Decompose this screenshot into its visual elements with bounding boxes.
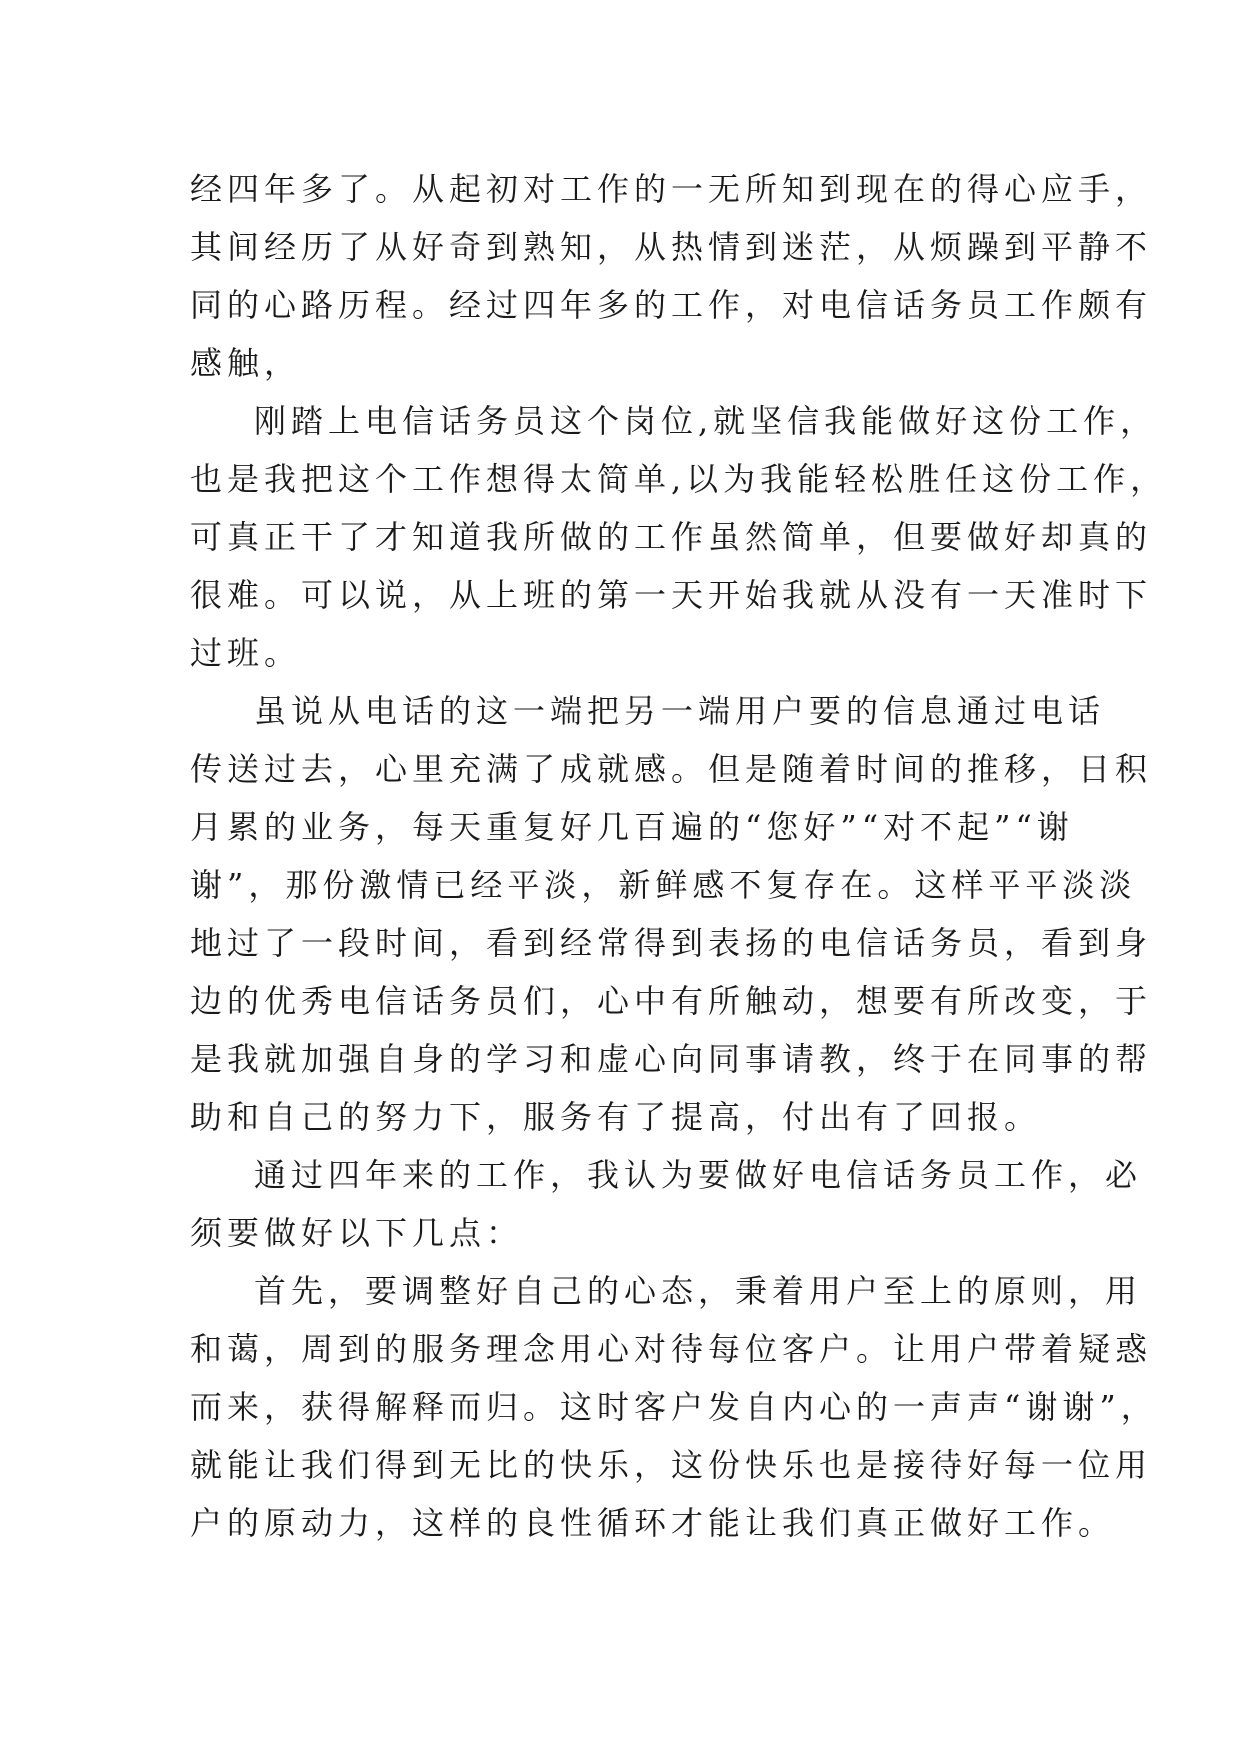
paragraph-3 <box>190 682 1153 1146</box>
text-line: 户的原动力，这样的良性循环才能让我们真正做好工作。 <box>190 1504 1116 1542</box>
text-line: 同的心路历程。经过四年多的工作，对电信话务员工作颇有 <box>190 286 1153 324</box>
text-line: 而来，获得解释而归。这时客户发自内心的一声声“谢谢”， <box>190 1388 1158 1426</box>
text-line: 是我就加强自身的学习和虚心向同事请教，终于在同事的帮 <box>190 1040 1153 1078</box>
text-line: 感触， <box>190 344 302 382</box>
text-line: 就能让我们得到无比的快乐，这份快乐也是接待好每一位用 <box>190 1446 1153 1484</box>
text-line: 传送过去，心里充满了成就感。但是随着时间的推移，日积 <box>190 750 1153 788</box>
text-line: 月累的业务，每天重复好几百遍的“您好”“对不起”“谢 <box>190 808 1074 846</box>
paragraph-2 <box>190 392 1168 682</box>
text-line: 刚踏上电信话务员这个岗位,就坚信我能做好这份工作， <box>254 402 1158 440</box>
text-line: 和蔼，周到的服务理念用心对待每位客户。让用户带着疑惑 <box>190 1330 1153 1368</box>
text-line: 谢”，那份激情已经平淡，新鲜感不复存在。这样平平淡淡 <box>190 866 1137 904</box>
text-line: 地过了一段时间，看到经常得到表扬的电信话务员，看到身 <box>190 924 1153 962</box>
text-line: 经四年多了。从起初对工作的一无所知到现在的得心应手， <box>190 170 1153 208</box>
paragraph-5 <box>190 1262 1158 1552</box>
text-line: 通过四年来的工作，我认为要做好电信话务员工作，必 <box>254 1156 1143 1194</box>
text-line: 很难。可以说，从上班的第一天开始我就从没有一天准时下 <box>190 576 1153 614</box>
paragraph-1 <box>190 160 1153 392</box>
text-line: 须要做好以下几点： <box>190 1214 524 1252</box>
text-line: 虽说从电话的这一端把另一端用户要的信息通过电话 <box>254 692 1106 730</box>
text-line: 助和自己的努力下，服务有了提高，付出有了回报。 <box>190 1098 1042 1136</box>
text-line: 首先，要调整好自己的心态，秉着用户至上的原则，用 <box>254 1272 1143 1310</box>
document-body <box>190 160 1168 1552</box>
paragraph-4 <box>190 1146 1143 1262</box>
text-line: 可真正干了才知道我所做的工作虽然简单，但要做好却真的 <box>190 518 1153 556</box>
text-line: 过班。 <box>190 634 302 672</box>
text-line: 其间经历了从好奇到熟知，从热情到迷茫，从烦躁到平静不 <box>190 228 1153 266</box>
text-line: 边的优秀电信话务员们，心中有所触动，想要有所改变，于 <box>190 982 1153 1020</box>
text-line: 也是我把这个工作想得太简单,以为我能轻松胜任这份工作， <box>190 460 1168 498</box>
